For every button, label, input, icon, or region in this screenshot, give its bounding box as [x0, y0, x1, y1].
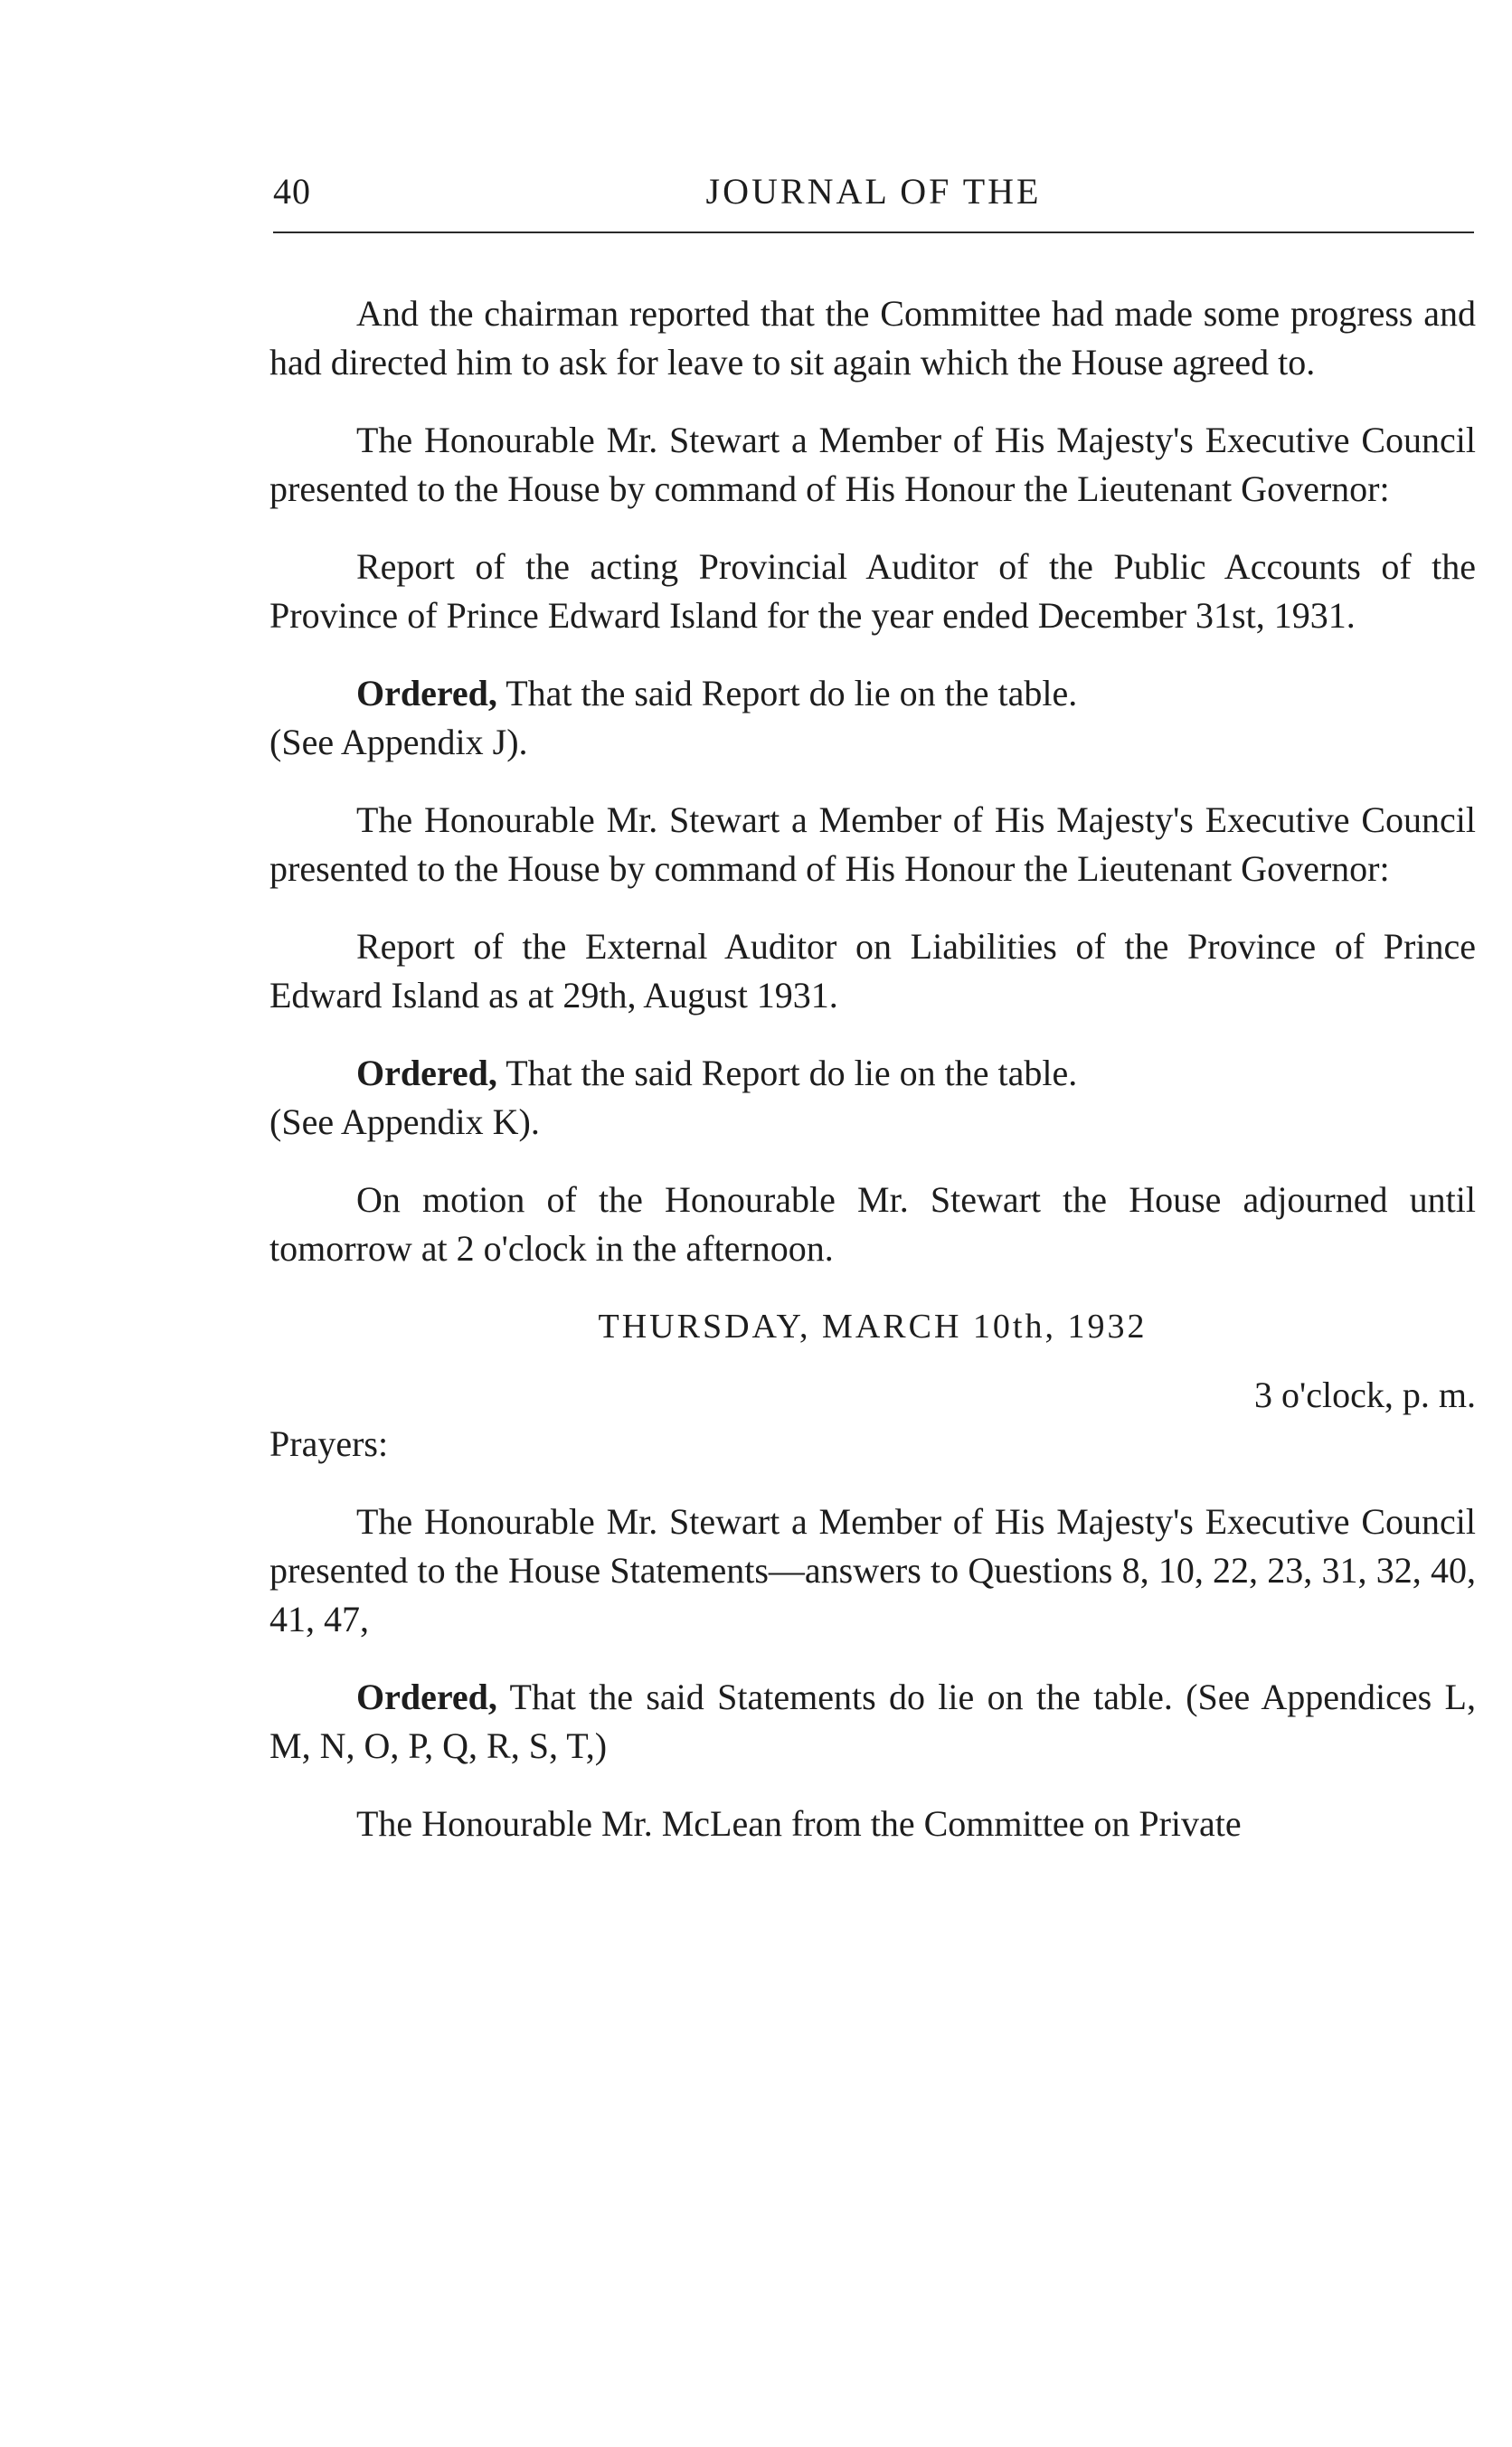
- paragraph-ordered-2: [269, 1049, 1476, 1147]
- paragraph-presentation-2: The Honourable Mr. Stewart a Member of His Majesty's Executive Council presented to the House by command of His Honour the Lieutenant Governor:: [269, 799, 1476, 889]
- date-heading: THURSDAY, MARCH 10th, 1932: [598, 1308, 1148, 1346]
- appendix-reference: (See Appendix J).: [269, 722, 528, 762]
- journal-body: [269, 289, 1476, 1877]
- running-title: JOURNAL OF THE: [705, 171, 1042, 212]
- appendix-reference: (See Appendix K).: [269, 1101, 540, 1142]
- paragraph-presentation-1: The Honourable Mr. Stewart a Member of His Majesty's Executive Council presented to the House by command of His Honour the Lieutenant Governor:: [269, 420, 1476, 509]
- paragraph-ordered-3: [269, 1673, 1476, 1771]
- prayers-label: Prayers:: [269, 1423, 389, 1464]
- paragraph-private-bills: The Honourable Mr. McLean from the Committee on Private: [356, 1803, 1242, 1844]
- ordered-text: That the said Statements do lie on the table. (See Appendices L, M, N, O, P, Q, R, S, T,): [269, 1677, 1476, 1766]
- ordered-label: Ordered,: [356, 1677, 497, 1717]
- paragraph-adjournment: On motion of the Honourable Mr. Stewart the House adjourned until tomorrow at 2 o'clock in the afternoon.: [269, 1179, 1476, 1269]
- paragraph-external-auditor: Report of the External Auditor on Liabilities of the Province of Prince Edward Island as at 29th, August 1931.: [269, 926, 1476, 1016]
- time-line: 3 o'clock, p. m.: [1254, 1375, 1476, 1415]
- paragraph-statements: The Honourable Mr. Stewart a Member of His Majesty's Executive Council presented to the House Statements—answers to Questions 8, 10, 22, 23, 31, 32, 40, 41, 47,: [269, 1501, 1476, 1639]
- paragraph-committee-report: And the chairman reported that the Committee had made some progress and had directed him to ask for leave to sit again which the House agreed to.: [269, 293, 1476, 383]
- page-number: 40: [273, 171, 311, 212]
- ordered-label: Ordered,: [356, 1053, 497, 1093]
- header-rule: [273, 231, 1474, 233]
- paragraph-auditor-report: Report of the acting Provincial Auditor of the Public Accounts of the Province of Prince Edward Island for the year ended December 31st, 1931.: [269, 546, 1476, 636]
- ordered-text: That the said Report do lie on the table.: [506, 673, 1078, 713]
- ordered-text: That the said Report do lie on the table.: [506, 1053, 1078, 1093]
- paragraph-ordered-1: [269, 669, 1476, 767]
- ordered-label: Ordered,: [356, 673, 497, 713]
- page-header: [273, 170, 1474, 224]
